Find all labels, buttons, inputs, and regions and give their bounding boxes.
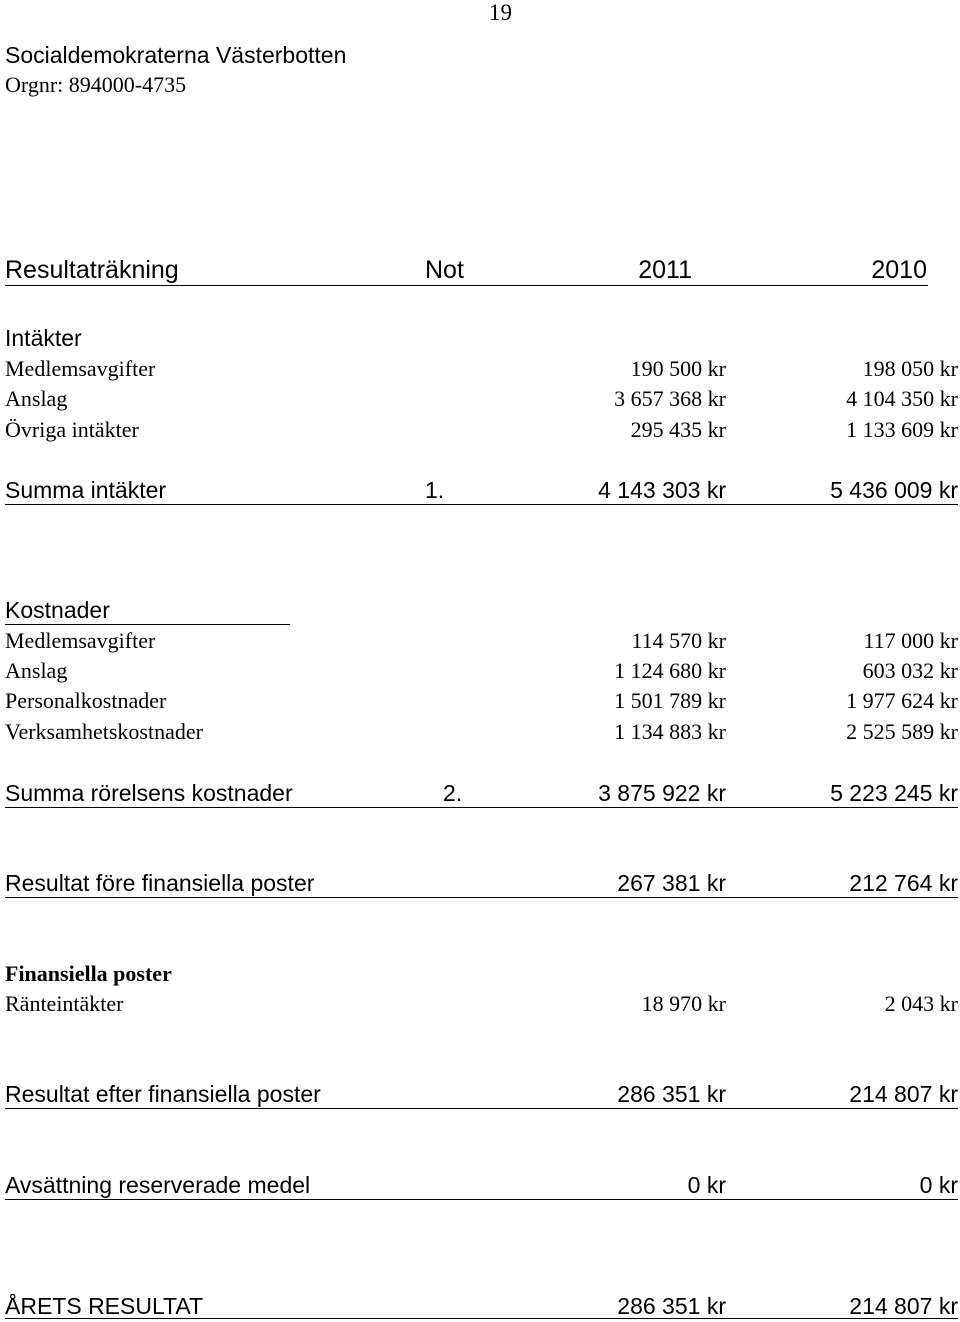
org-name: Socialdemokraterna Västerbotten — [5, 42, 347, 68]
row-label: Summa intäkter — [5, 477, 167, 503]
value-2011: 267 381 kr — [617, 870, 726, 896]
value-2010: 603 032 kr — [862, 658, 958, 683]
value-2010: 214 807 kr — [849, 1081, 958, 1107]
income-heading: Intäkter — [5, 325, 82, 351]
note-ref: 2. — [443, 780, 463, 806]
costs-heading: Kostnader — [5, 597, 110, 623]
row-label: Anslag — [5, 658, 68, 683]
total-underline — [5, 1108, 958, 1109]
value-2011: 3 875 922 kr — [598, 780, 726, 806]
costs-heading-underline — [5, 624, 290, 625]
row-label: Personalkostnader — [5, 688, 167, 713]
row-label: Summa rörelsens kostnader — [5, 780, 293, 806]
total-underline — [5, 504, 958, 505]
note-ref: 1. — [425, 477, 445, 503]
total-underline — [5, 807, 958, 808]
row-label: ÅRETS RESULTAT — [5, 1293, 204, 1319]
financial-heading: Finansiella poster — [5, 961, 172, 986]
total-underline — [5, 1318, 958, 1319]
statement-title: Resultaträkning — [5, 256, 179, 284]
total-underline — [5, 1199, 958, 1200]
value-2011: 1 124 680 kr — [614, 658, 726, 683]
row-label: Övriga intäkter — [5, 417, 139, 442]
value-2010: 0 kr — [919, 1172, 958, 1198]
page-number: 19 — [489, 0, 512, 25]
row-label: Anslag — [5, 386, 68, 411]
value-2011: 3 657 368 kr — [614, 386, 726, 411]
row-label: Verksamhetskostnader — [5, 719, 203, 744]
total-underline — [5, 897, 958, 898]
value-2011: 286 351 kr — [617, 1293, 726, 1319]
value-2010: 1 977 624 kr — [846, 688, 958, 713]
row-label: Ränteintäkter — [5, 991, 124, 1016]
value-2011: 114 570 kr — [631, 628, 726, 653]
value-2011: 190 500 kr — [630, 356, 726, 381]
year-2010-header: 2010 — [871, 256, 927, 284]
value-2010: 2 525 589 kr — [846, 719, 958, 744]
value-2010: 212 764 kr — [849, 870, 958, 896]
value-2010: 198 050 kr — [862, 356, 958, 381]
value-2010: 5 436 009 kr — [830, 477, 958, 503]
row-label: Resultat före finansiella poster — [5, 870, 315, 896]
value-2011: 295 435 kr — [630, 417, 726, 442]
value-2011: 0 kr — [687, 1172, 726, 1198]
value-2010: 1 133 609 kr — [846, 417, 958, 442]
header-underline — [5, 285, 928, 286]
value-2011: 1 501 789 kr — [614, 688, 726, 713]
row-label: Medlemsavgifter — [5, 356, 156, 381]
value-2010: 4 104 350 kr — [846, 386, 958, 411]
note-column-header: Not — [425, 256, 464, 284]
value-2010: 117 000 kr — [863, 628, 958, 653]
row-label: Medlemsavgifter — [5, 628, 156, 653]
org-number: Orgnr: 894000-4735 — [5, 72, 187, 97]
row-label: Resultat efter finansiella poster — [5, 1081, 321, 1107]
value-2010: 5 223 245 kr — [830, 780, 958, 806]
row-label: Avsättning reserverade medel — [5, 1172, 311, 1198]
value-2010: 214 807 kr — [849, 1293, 958, 1319]
value-2011: 1 134 883 kr — [614, 719, 726, 744]
value-2011: 286 351 kr — [617, 1081, 726, 1107]
value-2011: 4 143 303 kr — [598, 477, 726, 503]
value-2011: 18 970 kr — [641, 991, 726, 1016]
value-2010: 2 043 kr — [884, 991, 958, 1016]
year-2011-header: 2011 — [638, 256, 692, 284]
